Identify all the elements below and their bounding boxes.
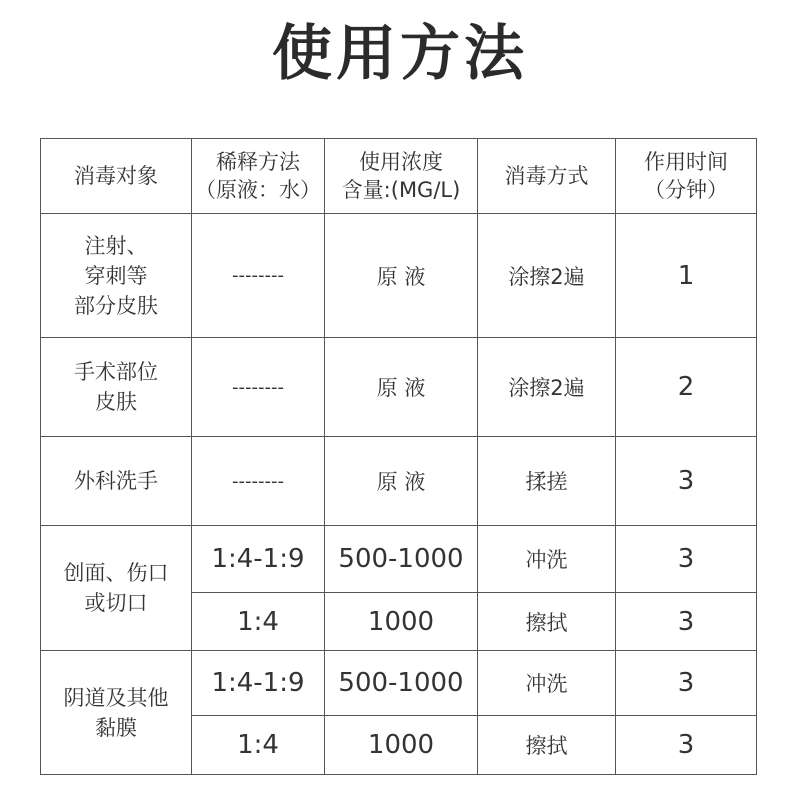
cell-dilution: --------	[192, 437, 325, 526]
cell-object: 外科洗手	[41, 437, 192, 526]
cell-object: 注射、 穿刺等 部分皮肤	[41, 214, 192, 338]
header-disinfection-mode: 消毒方式	[478, 139, 616, 214]
cell-method: 涂擦2遍	[478, 338, 616, 437]
table-row	[41, 338, 757, 437]
cell-time: 3	[616, 593, 757, 651]
cell-dilution: --------	[192, 214, 325, 338]
cell-time: 3	[616, 651, 757, 716]
page-title: 使用方法	[272, 19, 528, 89]
cell-dilution: 1:4-1:9	[192, 651, 325, 716]
table-header-row	[41, 139, 757, 214]
cell-object: 阴道及其他 黏膜	[41, 651, 192, 775]
cell-object: 手术部位 皮肤	[41, 338, 192, 437]
cell-time: 3	[616, 526, 757, 593]
cell-method: 擦拭	[478, 716, 616, 775]
table-row	[41, 437, 757, 526]
cell-concentration: 1000	[325, 716, 478, 775]
cell-concentration: 500-1000	[325, 526, 478, 593]
cell-dilution: 1:4-1:9	[192, 526, 325, 593]
header-duration: 作用时间 （分钟）	[616, 139, 757, 214]
header-dilution-method: 稀释方法 （原液：水）	[192, 139, 325, 214]
header-disinfection-object: 消毒对象	[41, 139, 192, 214]
cell-method: 揉搓	[478, 437, 616, 526]
cell-method: 冲洗	[478, 651, 616, 716]
table-row	[41, 526, 757, 593]
table-row	[41, 651, 757, 716]
cell-concentration: 原 液	[325, 338, 478, 437]
cell-dilution: --------	[192, 338, 325, 437]
cell-time: 2	[616, 338, 757, 437]
table-row	[41, 214, 757, 338]
header-concentration: 使用浓度 含量:(MG/L)	[325, 139, 478, 214]
cell-concentration: 500-1000	[325, 651, 478, 716]
cell-concentration: 1000	[325, 593, 478, 651]
cell-method: 冲洗	[478, 526, 616, 593]
cell-dilution: 1:4	[192, 716, 325, 775]
cell-dilution: 1:4	[192, 593, 325, 651]
cell-time: 3	[616, 716, 757, 775]
cell-concentration: 原 液	[325, 437, 478, 526]
cell-concentration: 原 液	[325, 214, 478, 338]
cell-method: 涂擦2遍	[478, 214, 616, 338]
cell-object: 创面、伤口 或切口	[41, 526, 192, 651]
usage-table	[40, 138, 757, 775]
cell-time: 3	[616, 437, 757, 526]
cell-time: 1	[616, 214, 757, 338]
cell-method: 擦拭	[478, 593, 616, 651]
